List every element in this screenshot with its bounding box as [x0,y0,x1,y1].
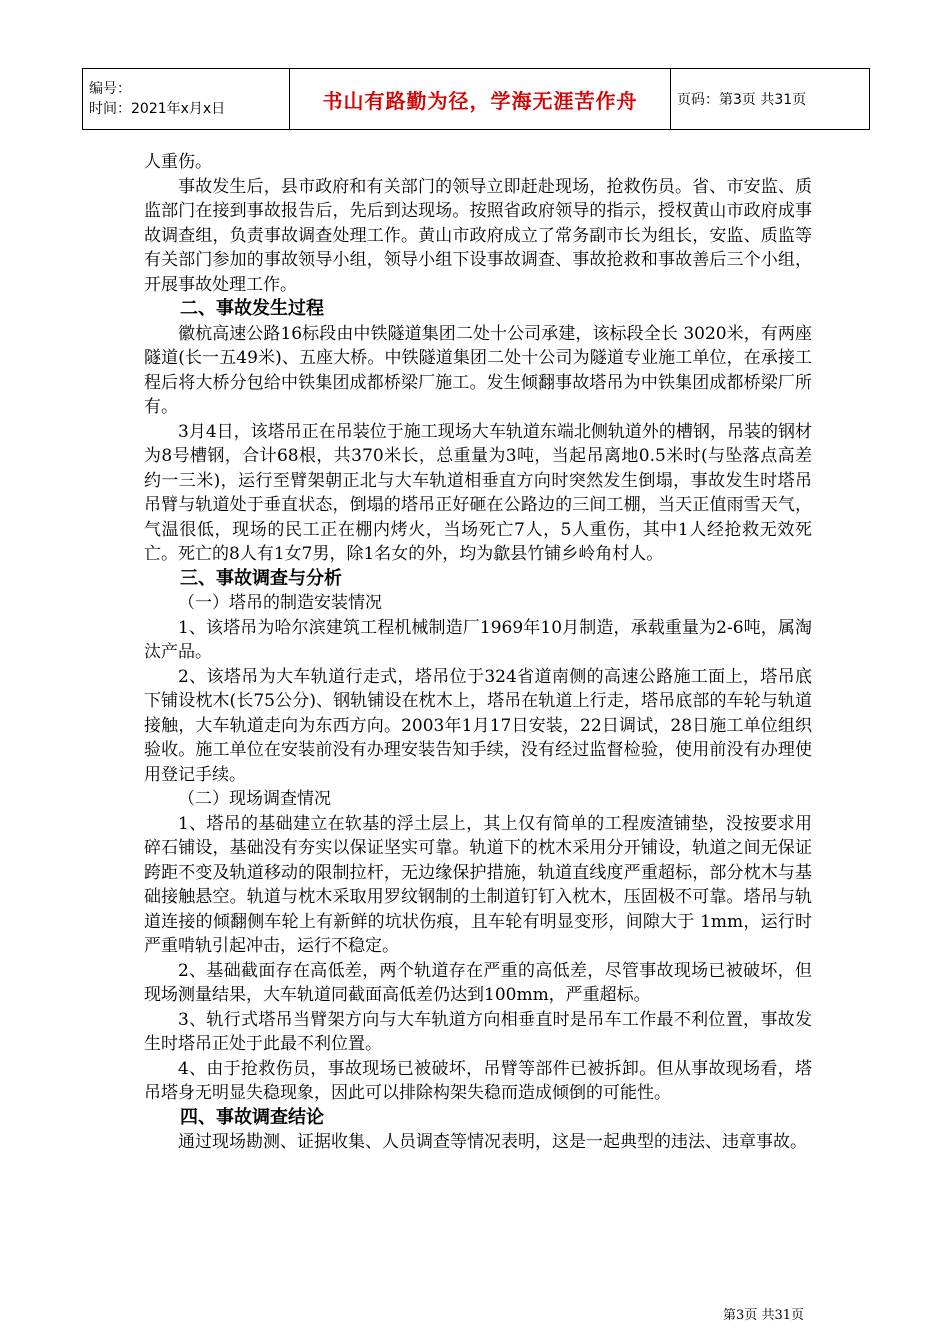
code-label: 编号： [89,81,131,97]
subsection-heading: （一）塔吊的制造安装情况 [178,593,382,613]
paragraph: 3、轨行式塔吊当臂架方向与大车轨道方向相垂直时是吊车工作最不利位置，事故发生时塔吊正处于此最不利位置。 [144,1009,812,1054]
paragraph: 3月4日，该塔吊正在吊装位于施工现场大车轨道东端北侧轨道外的槽钢，吊装的钢材为8号槽钢，合计68根，共370米长，总重量为3吨，当起吊离地0.5米时(与坠落点高差约一三米)，运行至臂架朝正北与大车轨道相垂直方向时突然发生倒塌，事故发生时塔吊吊臂与轨道处于垂直状态，倒塌的塔吊正好砸在公路边的三间工棚，当天正值雨雪天气，气温很低，现场的民工正在棚内烤火，当场死亡7人，5人重伤，其中1人经抢救无效死亡。死亡的8人有1女7男，除1名女的外，均为歙县竹铺乡岭角村人。 [144,421,812,564]
document-body [144,150,812,1155]
page-footer: 第3页 共31页 [723,1308,804,1323]
time-label: 时间：2021年x月x日 [89,101,226,117]
subsection-heading: （二）现场调查情况 [178,789,331,809]
paragraph: 2、该塔吊为大车轨道行走式，塔吊位于324省道南侧的高速公路施工面上，塔吊底下铺设枕木(长75公分)、钢轨铺设在枕木上，塔吊在轨道上行走，塔吊底部的车轮与轨道接触，大车轨道走向为东西方向。2003年1月17日安装，22日调试，28日施工单位组织验收。施工单位在安装前没有办理安装告知手续，没有经过监督检验，使用前没有办理使用登记手续。 [144,666,812,785]
paragraph: 通过现场勘测、证据收集、人员调查等情况表明，这是一起典型的违法、违章事故。 [178,1132,807,1152]
paragraph: 人重伤。 [144,152,212,172]
paragraph: 事故发生后，县市政府和有关部门的领导立即赶赴现场，抢救伤员。省、市安监、质监部门在接到事故报告后，先后到达现场。按照省政府领导的指示，授权黄山市政府成事故调查组，负责事故调查处理工作。黄山市政府成立了常务副市长为组长，安监、质监等有关部门参加的事故领导小组，领导小组下设事故调查、事故抢救和事故善后三个小组，开展事故处理工作。 [144,176,812,295]
section-heading: 四、事故调查结论 [180,1106,324,1128]
paragraph: 2、基础截面存在高低差，两个轨道存在严重的高低差，尽管事故现场已被破坏，但现场测量结果，大车轨道同截面高低差仍达到100mm，严重超标。 [144,960,812,1005]
paragraph: 1、该塔吊为哈尔滨建筑工程机械制造厂1969年10月制造，承载重量为2-6吨，属淘汰产品。 [144,617,812,662]
section-heading: 二、事故发生过程 [180,298,324,319]
header-table [82,68,870,130]
motto-text: 书山有路勤为径，学海无涯苦作舟 [290,69,671,130]
page-label: 页码：第3页 共31页 [671,69,870,130]
paragraph: 1、塔吊的基础建立在软基的浮土层上，其上仅有简单的工程废渣铺垫，没按要求用碎石铺设，基础没有夯实以保证坚实可靠。轨道下的枕木采用分开铺设，轨道之间无保证跨距不变及轨道移动的限制拉杆，无边缘保护措施，轨道直线度严重超标，部分枕木与基础接触悬空。轨道与枕木采取用罗纹钢制的土制道钉钉入枕木，压固极不可靠。塔吊与轨道连接的倾翻侧车轮上有新鲜的坑状伤痕，且车轮有明显变形，间隙大于 1mm，运行时严重啃轨引起冲击，运行不稳定。 [144,813,812,956]
header-info-cell [83,69,290,130]
section-heading: 三、事故调查与分析 [180,567,342,589]
paragraph: 4、由于抢救伤员，事故现场已被破坏，吊臂等部件已被拆卸。但从事故现场看，塔吊塔身无明显失稳现象，因此可以排除构架失稳而造成倾倒的可能性。 [144,1058,812,1103]
paragraph: 徽杭高速公路16标段由中铁隧道集团二处十公司承建，该标段全长 3020米，有两座隧道(长一五49米)、五座大桥。中铁隧道集团二处十公司为隧道专业施工单位，在承接工程后将大桥分包给中铁集团成都桥梁厂施工。发生倾翻事故塔吊为中铁集团成都桥梁厂所有。 [144,323,812,417]
